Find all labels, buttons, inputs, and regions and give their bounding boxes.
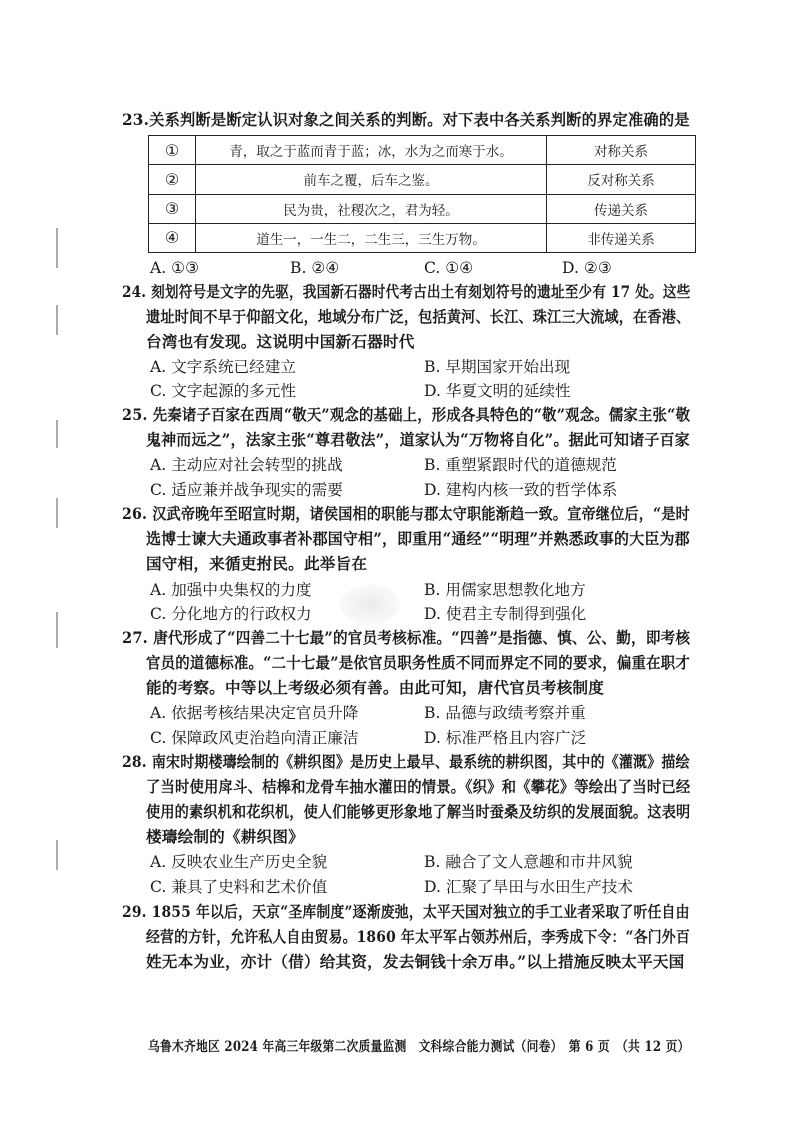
q25-stem-line: 25. 先秦诸子百家在西周“敬天”观念的基础上，形成各具特色的“敬”观念。儒家主张“敬 (122, 405, 691, 424)
q27-stem-line: 官员的道德标准。“二十七最”是依官员职务性质不同而界定不同的要求，偏重在职才 (146, 653, 691, 672)
binding-mark (56, 420, 58, 448)
row-type: 对称关系 (547, 136, 696, 165)
q24-option-d: D. 华夏文明的延续性 (424, 382, 571, 400)
table-row (149, 165, 696, 194)
row-text: 前车之覆，后车之鉴。 (196, 165, 547, 194)
binding-mark (56, 228, 58, 268)
row-number: ② (149, 165, 196, 194)
q28-stem-line: 使用的素织机和花织机，使人们能够更形象地了解当时蚕桑及纺织的发展面貌。这表明 (146, 802, 691, 821)
q27-stem-line: 能的考察。中等以上考级必须有善。由此可知，唐代官员考核制度 (146, 678, 605, 697)
q23-option-d: D. ②③ (562, 259, 612, 277)
q24-stem-line: 台湾也有发现。这说明中国新石器时代 (146, 332, 415, 351)
q28-option-c: C. 兼具了史料和艺术价值 (150, 878, 328, 896)
q26-stem-line: 选博士谏大夫通政事者补郡国守相”，即重用“通经”“明理”并熟悉政事的大臣为郡 (146, 529, 690, 548)
q24-stem-line: 24. 刻划符号是文字的先驱，我国新石器时代考古出土有刻划符号的遗址至少有 17 处。这些 (122, 282, 691, 301)
row-text: 道生一，一生二，二生三，三生万物。 (196, 223, 547, 252)
table-row (149, 136, 696, 165)
row-text: 民为贵，社稷次之，君为轻。 (196, 194, 547, 223)
q25-stem-line: 鬼神而远之”，法家主张“尊君敬法”，道家认为“万物将自化”。据此可知诸子百家 (146, 430, 690, 449)
q28-stem-line: 28. 南宋时期楼璹绘制的《耕织图》是历史上最早、最系统的耕织图，其中的《灌溉》描绘 (122, 752, 690, 771)
q23-option-c: C. ①④ (424, 259, 474, 277)
q27-stem-line: 27. 唐代形成了“四善二十七最”的官员考核标准。“四善”是指德、慎、公、勤，即考核 (122, 628, 691, 647)
q26-option-b: B. 用儒家思想教化地方 (424, 581, 586, 599)
row-type: 非传递关系 (547, 223, 696, 252)
q27-option-a: A. 依据考核结果决定官员升降 (150, 704, 359, 722)
q23-option-a: A. ①③ (150, 259, 200, 277)
q27-option-d: D. 标准严格且内容广泛 (424, 729, 587, 747)
q28-option-b: B. 融合了文人意趣和市井风貌 (424, 853, 633, 871)
q28-option-d: D. 汇聚了旱田与水田生产技术 (424, 878, 633, 896)
row-type: 反对称关系 (547, 165, 696, 194)
q26-stem-line: 国守相，来循吏拊民。此举旨在 (146, 554, 368, 573)
page-stain (340, 585, 400, 625)
q29-stem-line: 29. 1855 年以后，天京“圣库制度”逐渐废弛，太平天国对独立的手工业者采取了听任自由 (122, 902, 690, 921)
q28-option-a: A. 反映农业生产历史全貌 (150, 853, 328, 871)
q24-option-b: B. 早期国家开始出现 (424, 358, 571, 376)
row-number: ③ (149, 194, 196, 223)
binding-mark (56, 498, 58, 528)
binding-mark (56, 612, 58, 648)
q23-stem: 23.关系判断是断定认识对象之间关系的判断。对下表中各关系判断的界定准确的是 (122, 110, 690, 129)
row-number: ① (149, 136, 196, 165)
q24-option-a: A. 文字系统已经建立 (150, 358, 296, 376)
q26-option-c: C. 分化地方的行政权力 (150, 605, 312, 623)
q26-stem-line: 26. 汉武帝晚年至昭宣时期，诸侯国相的职能与郡太守职能渐趋一致。宣帝继位后，“是时 (122, 504, 690, 523)
q26-option-d: D. 使君主专制得到强化 (424, 605, 587, 623)
q25-option-d: D. 建构内核一致的哲学体系 (424, 481, 618, 499)
q24-option-c: C. 文字起源的多元性 (150, 382, 297, 400)
table-row (149, 194, 696, 223)
q29-stem-line: 姓无本为业，亦计（借）给其资，发去铜钱十余万串。”以上措施反映太平天国 (146, 952, 685, 971)
binding-mark (56, 840, 58, 870)
q29-stem-line: 经营的方针，允许私人自由贸易。1860 年太平军占领苏州后，李秀成下令：“各门外百 (146, 927, 690, 946)
q27-option-b: B. 品德与政绩考察并重 (424, 704, 586, 722)
row-number: ④ (149, 223, 196, 252)
q25-option-a: A. 主动应对社会转型的挑战 (150, 456, 343, 474)
page-footer: 乌鲁木齐地区 2024 年高三年级第二次质量监测 文科综合能力测试（问卷） 第 6 页 （共 12 页） (148, 1039, 690, 1055)
q26-option-a: A. 加强中央集权的力度 (150, 581, 312, 599)
q23-option-b: B. ②④ (290, 259, 340, 277)
q25-option-c: C. 适应兼并战争现实的需要 (150, 481, 343, 499)
row-type: 传递关系 (547, 194, 696, 223)
q28-stem-line: 楼璹绘制的《耕织图》 (146, 827, 304, 846)
q25-option-b: B. 重塑紧跟时代的道德规范 (424, 456, 617, 474)
q24-stem-line: 遗址时间不早于仰韶文化，地域分布广泛，包括黄河、长江、珠江三大流域，在香港、 (146, 307, 691, 326)
q27-option-c: C. 保障政风吏治趋向清正廉洁 (150, 729, 359, 747)
binding-mark (56, 305, 58, 335)
q28-stem-line: 了当时使用戽斗、桔槔和龙骨车抽水灌田的情景。《织》和《攀花》等绘出了当时已经 (146, 777, 691, 796)
table-row (149, 223, 696, 252)
q23-relation-table (148, 135, 696, 253)
row-text: 青，取之于蓝而青于蓝；冰，水为之而寒于水。 (196, 136, 547, 165)
